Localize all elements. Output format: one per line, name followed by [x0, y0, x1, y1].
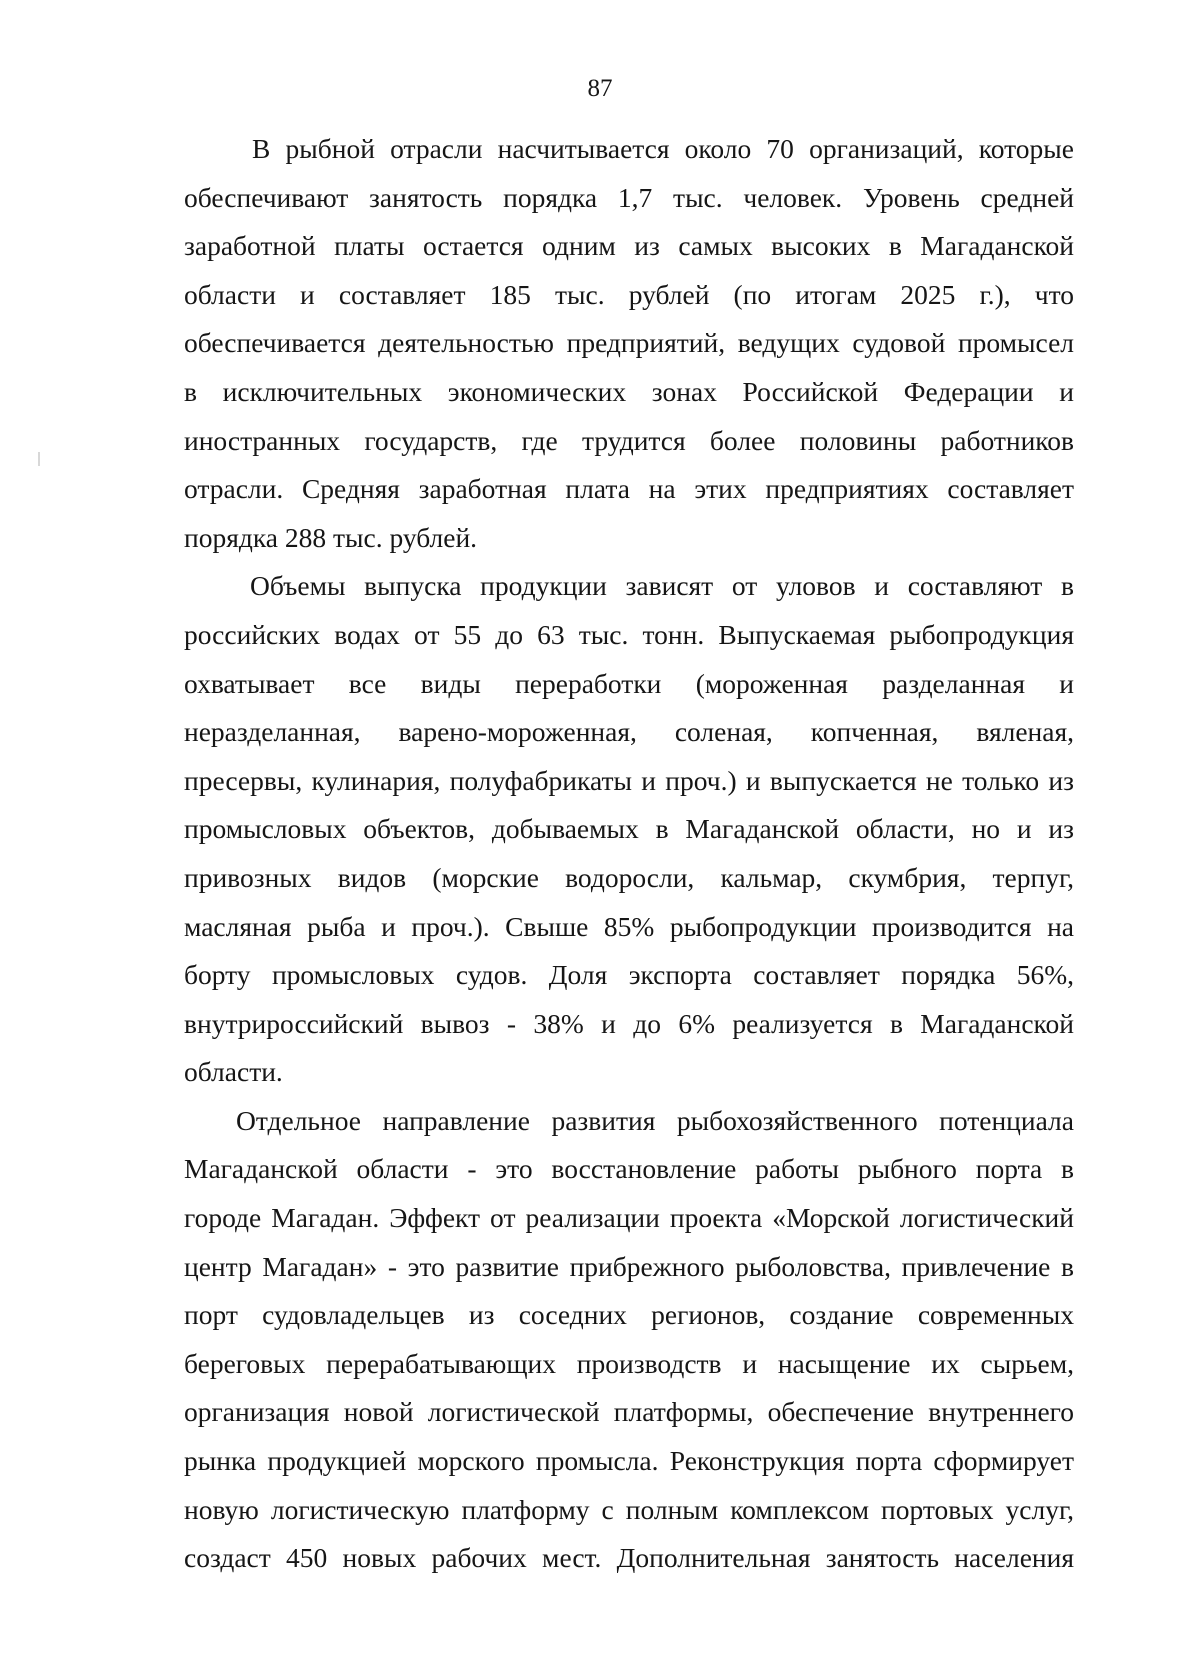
paragraph-2-line-10: внутрироссийский вывоз - 38% и до 6% реализуется в Магаданской: [184, 1007, 1074, 1039]
paragraph-3-line-10: создаст 450 новых рабочих мест. Дополнительная занятость населения: [184, 1542, 1074, 1574]
paragraph-2-line-2: российских водах от 55 до 63 тыс. тонн. Выпускаемая рыбопродукция: [184, 618, 1074, 650]
paragraph-3-line-3: городе Магадан. Эффект от реализации проекта «Морской логистический: [184, 1202, 1074, 1234]
paragraph-3-line-7: организация новой логистической платформы, обеспечение внутреннего: [184, 1396, 1074, 1428]
paragraph-2-line-4: неразделанная, варено-мороженная, соленая, копченная, вяленая,: [184, 716, 1074, 748]
paragraph-1-line-5: обеспечивается деятельностью предприятий, ведущих судовой промысел: [184, 327, 1074, 359]
paragraph-2-line-5: пресервы, кулинария, полуфабрикаты и проч.) и выпускается не только из: [184, 764, 1074, 796]
page-number: 87: [587, 75, 613, 102]
paragraph-2-line-8: масляная рыба и проч.). Свыше 85% рыбопродукции производится на: [184, 910, 1074, 942]
paragraph-1-line-2: обеспечивают занятость порядка 1,7 тыс. человек. Уровень средней: [184, 181, 1074, 213]
paragraph-1-line-9: порядка 288 тыс. рублей.: [184, 521, 478, 553]
paragraph-2-line-9: борту промысловых судов. Доля экспорта составляет порядка 56%,: [184, 959, 1074, 991]
paragraph-1-line-8: отрасли. Средняя заработная плата на этих предприятиях составляет: [184, 473, 1074, 505]
paragraph-1-line-6: в исключительных экономических зонах Российской Федерации и: [184, 375, 1074, 407]
paragraph-3-line-2: Магаданской области - это восстановление работы рыбного порта в: [184, 1153, 1074, 1185]
paragraph-1-line-4: области и составляет 185 тыс. рублей (по итогам 2025 г.), что: [184, 278, 1074, 310]
paragraph-3-line-8: рынка продукцией морского промысла. Реконструкция порта сформирует: [184, 1445, 1074, 1477]
document-body: [184, 125, 1074, 1583]
paragraph-3-line-6: береговых перерабатывающих производств и насыщение их сырьем,: [184, 1347, 1074, 1379]
paragraph-3-line-4: центр Магадан» - это развитие прибрежного рыболовства, привлечение в: [184, 1250, 1074, 1282]
paragraph-1-line-7: иностранных государств, где трудится более половины работников: [184, 424, 1074, 456]
paragraph-3-line-1: Отдельное направление развития рыбохозяйственного потенциала: [236, 1104, 1074, 1136]
paragraph-1-line-3: заработной платы остается одним из самых высоких в Магаданской: [184, 230, 1074, 262]
paragraph-2-line-1: Объемы выпуска продукции зависят от уловов и составляют в: [250, 570, 1074, 602]
paragraph-2-line-11: области.: [184, 1056, 283, 1088]
paragraph-3-line-5: порт судовладельцев из соседних регионов, создание современных: [184, 1299, 1074, 1331]
paragraph-2-line-7: привозных видов (морские водоросли, кальмар, скумбрия, терпуг,: [184, 861, 1074, 893]
paragraph-3-line-9: новую логистическую платформу с полным комплексом портовых услуг,: [184, 1493, 1074, 1525]
scan-artifact: [38, 452, 40, 466]
paragraph-1-line-1: В рыбной отрасли насчитывается около 70 организаций, которые: [252, 133, 1074, 164]
paragraph-2-line-6: промысловых объектов, добываемых в Магаданской области, но и из: [184, 813, 1074, 845]
paragraph-2-line-3: охватывает все виды переработки (мороженная разделанная и: [184, 667, 1074, 699]
